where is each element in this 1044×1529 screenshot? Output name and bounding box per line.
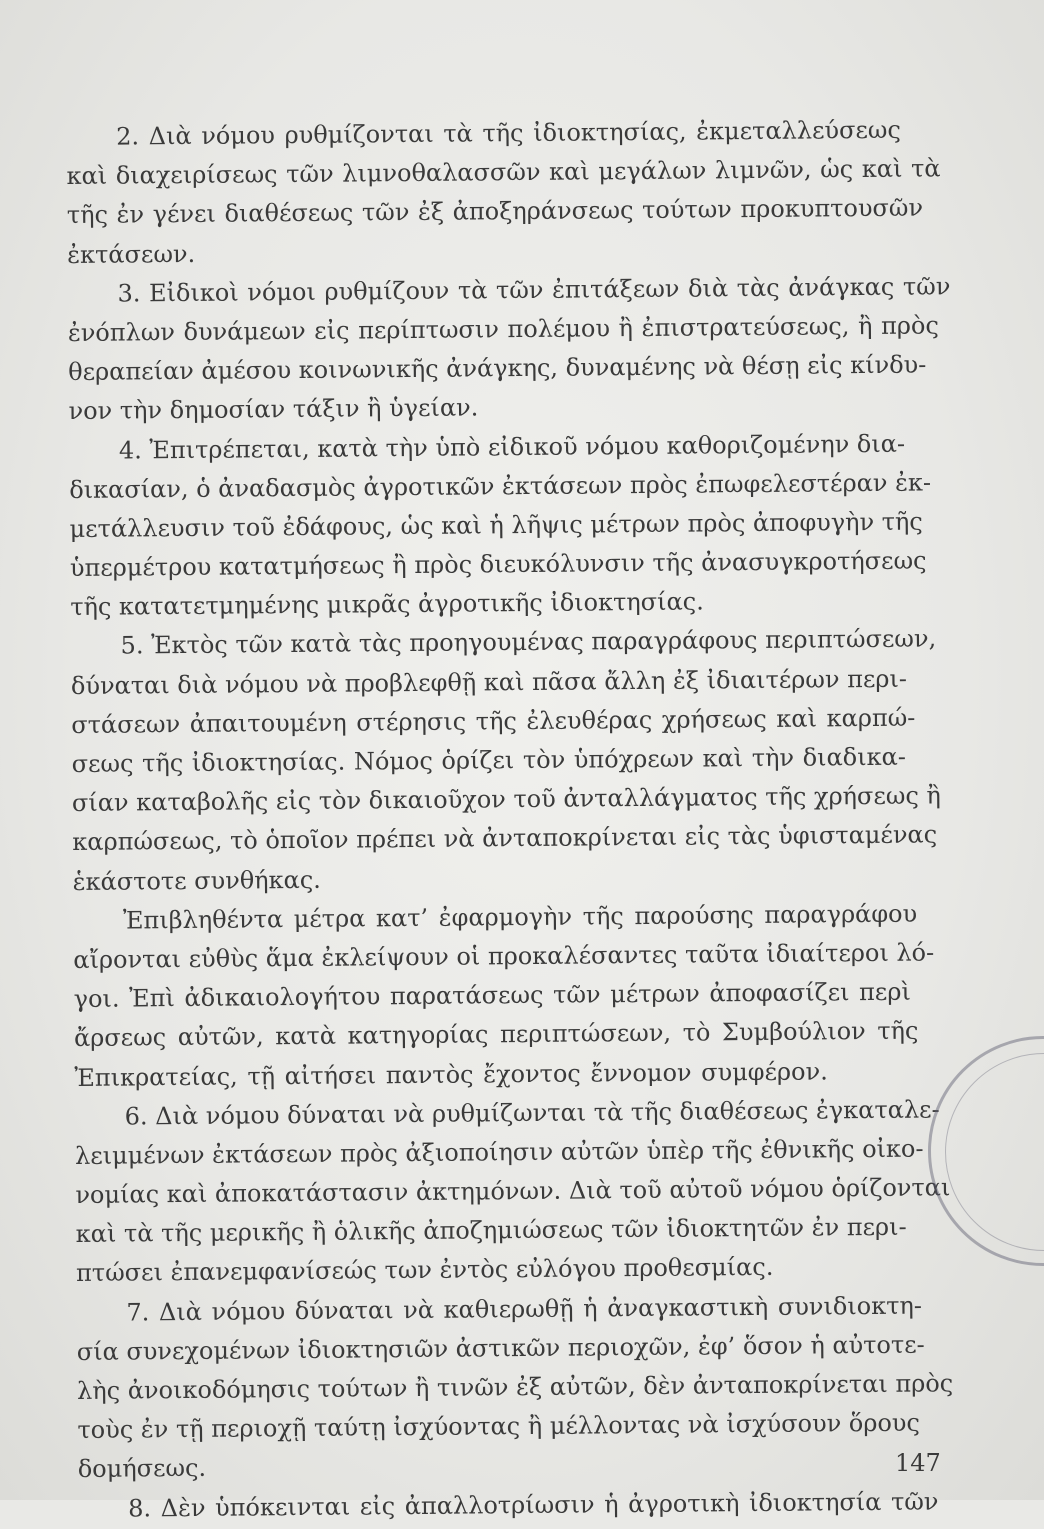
text-line: Ἐπιβληθέντα μέτρα κατ’ ἐφαρμογὴν τῆς παρούσης παραγράφου <box>122 899 918 935</box>
text-line: τῆς ἐν γένει διαθέσεως τῶν ἐξ ἀποξηράνσεως τούτων προκυπτουσῶν <box>66 193 924 230</box>
text-line: 3. Εἰδικοὶ νόμοι ρυθμίζουν τὰ τῶν ἐπιτάξεων διὰ τὰς ἀνάγκας τῶν <box>117 272 951 308</box>
text-line: δύναται διὰ νόμου νὰ προβλεφθῇ καὶ πᾶσα ἄλλη ἐξ ἰδιαιτέρων περι- <box>70 664 908 700</box>
text-line: τοὺς ἐν τῇ περιοχῇ ταύτῃ ἰσχύοντας ἢ μέλλοντας νὰ ἰσχύσουν ὅρους <box>77 1408 921 1445</box>
body-text <box>66 110 958 1528</box>
text-line: μετάλλευσιν τοῦ ἐδάφους, ὡς καὶ ἡ λῆψις μέτρων πρὸς ἀποφυγὴν τῆς <box>69 507 923 543</box>
text-line: 6. Διὰ νόμου δύναται νὰ ρυθμίζωνται τὰ τῆς διαθέσεως ἐγκαταλε- <box>124 1095 940 1131</box>
text-line: καρπώσεως, τὸ ὁποῖον πρέπει νὰ ἀνταποκρίνεται εἰς τὰς ὑφισταμένας <box>72 820 938 857</box>
text-line: σεως τῆς ἰδιοκτησίας. Νόμος ὁρίζει τὸν ὑπόχρεων καὶ τὴν διαδικα- <box>71 742 907 778</box>
text-line: αἴρονται εὐθὺς ἅμα ἐκλείψουν οἱ προκαλέσαντες ταῦτα ἰδιαίτεροι λό- <box>73 938 935 974</box>
text-line: 8. Δὲν ὑπόκεινται εἰς ἀπαλλοτρίωσιν ἡ ἀγροτικὴ ἰδιοκτησία τῶν <box>128 1487 939 1523</box>
text-line: ἐκτάσεων. <box>67 239 196 269</box>
text-line: νον τὴν δημοσίαν τάξιν ἢ ὑγείαν. <box>68 393 479 426</box>
text-line: σίαν καταβολῆς εἰς τὸν δικαιοῦχον τοῦ ἀνταλλάγματος τῆς χρήσεως ἢ <box>71 781 941 818</box>
page-number: 147 <box>895 1449 941 1477</box>
text-line: 2. Διὰ νόμου ρυθμίζονται τὰ τῆς ἰδιοκτησίας, ἐκμεταλλεύσεως <box>116 115 901 151</box>
text-line: λειμμένων ἐκτάσεων πρὸς ἀξιοποίησιν αὐτῶν ὑπὲρ τῆς ἐθνικῆς οἰκο- <box>74 1134 924 1170</box>
text-line: στάσεων ἀπαιτουμένη στέρησις τῆς ἐλευθέρας χρήσεως καὶ καρπώ- <box>71 703 916 739</box>
text-line: πτώσει ἐπανεμφανίσεώς των ἐντὸς εὐλόγου προθεσμίας. <box>75 1253 774 1288</box>
text-line: 5. Ἐκτὸς τῶν κατὰ τὰς προηγουμένας παραγράφους περιπτώσεων, <box>120 624 937 660</box>
text-line: τῆς κατατετμημένης μικρᾶς ἀγροτικῆς ἰδιοκτησίας. <box>70 587 704 622</box>
text-line: λὴς ἀνοικοδόμησις τούτων ἢ τινῶν ἐξ αὐτῶν, δὲν ἀνταποκρίνεται πρὸς <box>76 1369 954 1405</box>
text-line: ἄρσεως αὐτῶν, κατὰ κατηγορίας περιπτώσεων, τὸ Συμβούλιον τῆς <box>73 1016 919 1053</box>
text-line: ἑκάστοτε συνθήκας. <box>72 865 321 896</box>
library-stamp-ring <box>945 1053 1044 1251</box>
text-line: σία συνεχομένων ἰδιοκτησιῶν ἀστικῶν περιοχῶν, ἐφ’ ὅσον ἡ αὐτοτε- <box>76 1330 925 1366</box>
text-line: 7. Διὰ νόμου δύναται νὰ καθιερωθῇ ἡ ἀναγκαστικὴ συνιδιοκτη- <box>126 1291 923 1327</box>
text-line: Ἐπικρατείας, τῇ αἰτήσει παντὸς ἔχοντος ἔννομον συμφέρον. <box>74 1056 828 1092</box>
text-line: δομήσεως. <box>77 1454 207 1484</box>
text-line: καὶ τὰ τῆς μερικῆς ἢ ὁλικῆς ἀποζημιώσεως τῶν ἰδιοκτητῶν ἐν περι- <box>75 1212 907 1249</box>
text-line: δικασίαν, ὁ ἀναδασμὸς ἀγροτικῶν ἐκτάσεων πρὸς ἐπωφελεστέραν ἐκ- <box>69 468 932 504</box>
text-line: καὶ διαχειρίσεως τῶν λιμνοθαλασσῶν καὶ μεγάλων λιμνῶν, ὡς καὶ τὰ <box>66 154 941 191</box>
text-line: 4. Ἐπιτρέπεται, κατὰ τὴν ὑπὸ εἰδικοῦ νόμου καθοριζομένην δια- <box>118 429 906 465</box>
text-line: νομίας καὶ ἀποκατάστασιν ἀκτημόνων. Διὰ τοῦ αὐτοῦ νόμου ὁρίζονται <box>75 1173 951 1210</box>
text-line: ὑπερμέτρου κατατμήσεως ἢ πρὸς διευκόλυνσιν τῆς ἀνασυγκροτήσεως <box>69 546 927 583</box>
text-line: γοι. Ἐπὶ ἀδικαιολογήτου παρατάσεως τῶν μέτρων ἀποφασίζει περὶ <box>73 977 911 1014</box>
text-line: θεραπείαν ἀμέσου κοινωνικῆς ἀνάγκης, δυναμένης νὰ θέσῃ εἰς κίνδυ- <box>68 350 927 387</box>
text-line: ἐνόπλων δυνάμεων εἰς περίπτωσιν πολέμου ἢ ἐπιστρατεύσεως, ἢ πρὸς <box>67 311 939 347</box>
